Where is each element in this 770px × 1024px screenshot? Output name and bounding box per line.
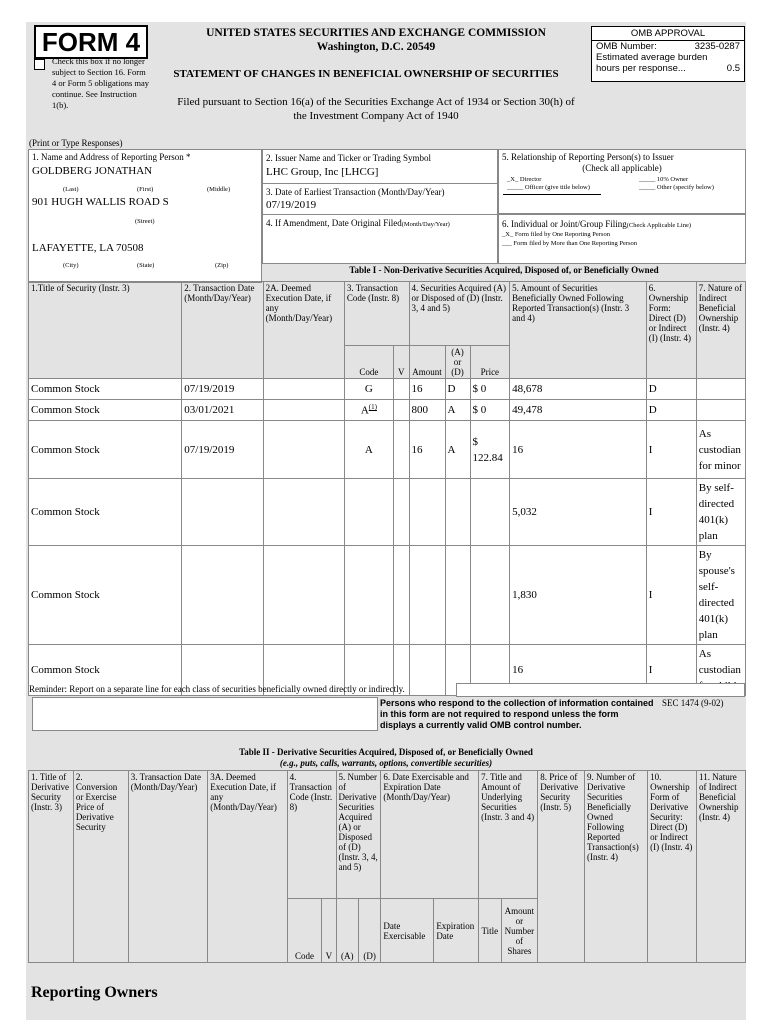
table-non-derivative — [28, 281, 746, 696]
t1-cell-deemed — [263, 421, 344, 479]
t1-h-title: 1.Title of Security (Instr. 3) — [29, 282, 182, 379]
t1-value-title: Common Stock — [31, 443, 100, 456]
t1-value-title: Common Stock — [31, 404, 100, 416]
t1-cell-form — [646, 479, 696, 546]
filed-pursuant — [136, 95, 616, 123]
issuer-name[interactable]: LHC Group, Inc [LHCG] — [266, 166, 379, 178]
agency-header — [186, 26, 566, 54]
t2-sub-title: Title — [479, 899, 501, 963]
t1-value-ad: A — [447, 404, 456, 416]
omb-number-value: 3235-0287 — [694, 41, 740, 52]
t1-value-amount: 16 — [411, 383, 423, 395]
table1-title: Table I - Non-Derivative Securities Acquired, Disposed of, or Beneficially Owned — [349, 265, 659, 275]
box6-label-text: 6. Individual or Joint/Group Filing — [502, 219, 627, 229]
table-row — [29, 479, 746, 546]
t1-value-title: Common Stock — [31, 383, 100, 395]
box4-label-text: 4. If Amendment, Date Original Filed — [266, 218, 402, 228]
t1-value-form: I — [648, 506, 653, 518]
box4-label — [266, 218, 450, 228]
t1-value-owned: 16 — [512, 443, 524, 456]
t1-sub-v: V — [393, 346, 409, 379]
box3-label: 3. Date of Earliest Transaction (Month/Day/Year) — [266, 187, 445, 197]
t1-sub-price: Price — [470, 346, 510, 379]
t1-cell-date — [182, 546, 263, 645]
t1-value-code: G — [364, 383, 373, 395]
t1-cell-ad — [445, 421, 470, 479]
t1-h-code: 3. Transaction Code (Instr. 8) — [344, 282, 409, 346]
t1-cell-v — [393, 546, 409, 645]
t1-cell-v — [393, 379, 409, 400]
t1-cell-v — [393, 421, 409, 479]
t1-cell-owned — [510, 479, 647, 546]
t1-cell-amount — [409, 479, 445, 546]
t1-value-amount: 16 — [411, 443, 423, 456]
middle-label: (Middle) — [207, 186, 231, 193]
table2-title — [176, 747, 596, 769]
t1-cell-deemed — [263, 400, 344, 421]
t1-h-deemed: 2A. Deemed Execution Date, if any (Month/Day/Year) — [263, 282, 344, 379]
zip-label: (Zip) — [215, 262, 229, 269]
t1-cell-nature — [696, 479, 745, 546]
t1-cell-ad — [445, 400, 470, 421]
t1-value-owned: 16 — [512, 664, 524, 676]
t1-cell-form — [646, 546, 696, 645]
print-type-note: (Print or Type Responses) — [29, 138, 123, 148]
table2-title-text: Table II - Derivative Securities Acquired, Disposed of, or Beneficially Owned — [239, 747, 533, 757]
t1-cell-ad — [445, 479, 470, 546]
t1-cell-owned — [510, 379, 647, 400]
table-row — [29, 400, 746, 421]
check-note: Check this box if no longer subject to Section 16. Form 4 or Form 5 obligations may continue. See Instruction 1(b). — [52, 56, 150, 110]
t1-value-form: I — [648, 664, 653, 676]
box6-label — [502, 219, 691, 229]
t1-value-code: A — [364, 443, 373, 456]
t1-cell-v — [393, 479, 409, 546]
omb-title: OMB APPROVAL — [592, 27, 744, 41]
reminder-box — [456, 683, 745, 697]
t1-cell-ad — [445, 379, 470, 400]
filed-line-1: Filed pursuant to Section 16(a) of the Securities Exchange Act of 1934 or Section 30(h) of — [177, 96, 575, 108]
t1-cell-title — [29, 421, 182, 479]
multiple-persons-option[interactable]: ___ Form filed by More than One Reporting Person — [502, 240, 638, 247]
t1-value-form: D — [648, 383, 657, 395]
t1-sub-aord: (A) or (D) — [445, 346, 470, 379]
t2-h-date: 3. Transaction Date (Month/Day/Year) — [128, 771, 207, 963]
t1-value-price: $ 0 — [472, 404, 487, 416]
t2-sub-amount: Amount or Number of Shares — [501, 899, 538, 963]
t1-value-code: A — [360, 404, 369, 417]
t1-value-date: 07/19/2019 — [184, 383, 235, 395]
t1-value-nature: As custodian for minor — [698, 427, 741, 472]
t1-cell-price — [470, 421, 510, 479]
omb-hours-label: hours per response... — [596, 63, 686, 74]
t1-cell-owned — [510, 421, 647, 479]
omb-approval-box — [591, 26, 745, 82]
t1-value-price: $ 122.84 — [472, 435, 503, 464]
box-reporting-person — [28, 149, 262, 283]
t2-h-exercisable: 6. Date Exercisable and Expiration Date (Month/Day/Year) — [381, 771, 479, 899]
no-longer-subject-checkbox[interactable] — [34, 59, 45, 70]
t1-cell-amount — [409, 645, 445, 696]
t1-sub-code: Code — [344, 346, 393, 379]
t1-cell-date — [182, 479, 263, 546]
t1-cell-owned — [510, 546, 647, 645]
t1-cell-price — [470, 379, 510, 400]
box1-label: 1. Name and Address of Reporting Person * — [32, 152, 191, 162]
box4-sub: (Month/Day/Year) — [401, 221, 450, 228]
t1-h-form: 6. Ownership Form: Direct (D) or Indirect (I) (Instr. 4) — [646, 282, 696, 379]
box-filing — [498, 214, 746, 264]
t1-value-form: I — [648, 589, 653, 601]
t1-h-owned: 5. Amount of Securities Beneficially Owned Following Reported Transaction(s) (Instr. 3 and 4) — [510, 282, 647, 379]
first-label: (First) — [137, 186, 154, 193]
box6-sub: (Check Applicable Line) — [626, 222, 692, 229]
t1-cell-nature — [696, 421, 745, 479]
t1-cell-title — [29, 546, 182, 645]
t1-h-date: 2. Transaction Date (Month/Day/Year) — [182, 282, 263, 379]
table-row — [29, 546, 746, 645]
t1-cell-price — [470, 479, 510, 546]
t1-cell-nature — [696, 379, 745, 400]
t2-h-nature: 11. Nature of Indirect Beneficial Ownership (Instr. 4) — [697, 771, 746, 963]
t1-cell-amount — [409, 421, 445, 479]
table-row — [29, 379, 746, 400]
t1-cell-code — [344, 479, 393, 546]
t2-h-underlying: 7. Title and Amount of Underlying Securities (Instr. 3 and 4) — [479, 771, 538, 899]
t1-sub-amount: Amount — [409, 346, 445, 379]
t2-sub-expiration: Expiration Date — [434, 899, 479, 963]
box-earliest-transaction — [262, 183, 498, 215]
t1-cell-amount — [409, 400, 445, 421]
t1-value-date: 03/01/2021 — [184, 404, 235, 416]
officer-option[interactable]: _____ Officer (give title below) — [507, 184, 590, 191]
street-address[interactable]: 901 HUGH WALLIS ROAD S — [32, 196, 169, 208]
box5-sub: (Check all applicable) — [582, 163, 662, 173]
t2-sub-code: Code — [287, 899, 322, 963]
t1-cell-title — [29, 379, 182, 400]
t1-cell-deemed — [263, 546, 344, 645]
t2-sub-d: (D) — [358, 899, 380, 963]
t2-h-deemed: 3A. Deemed Execution Date, if any (Month/Day/Year) — [208, 771, 287, 963]
t1-cell-code — [344, 421, 393, 479]
t2-h-price: 8. Price of Derivative Security (Instr. 5) — [538, 771, 585, 963]
t2-sub-date-exercisable: Date Exercisable — [381, 899, 434, 963]
t1-value-owned: 48,678 — [512, 383, 543, 395]
t1-value-title: Common Stock — [31, 589, 100, 601]
form-page — [26, 22, 746, 1020]
t1-value-nature: By self-directed 401(k) plan — [698, 482, 735, 542]
t1-value-owned: 5,032 — [512, 506, 537, 518]
t2-h-owned: 9. Number of Derivative Securities Beneficially Owned Following Reported Transaction(s) (Instr. 4) — [585, 771, 648, 963]
t2-h-form: 10. Ownership Form of Derivative Security: Direct (D) or Indirect (I) (Instr. 4) — [648, 771, 697, 963]
last-label: (Last) — [63, 186, 79, 193]
state-label: (State) — [137, 262, 155, 269]
agency-address: Washington, D.C. 20549 — [316, 41, 436, 53]
t1-cell-date — [182, 400, 263, 421]
t1-cell-nature — [696, 546, 745, 645]
statement-title: STATEMENT OF CHANGES IN BENEFICIAL OWNERSHIP OF SECURITIES — [173, 68, 559, 80]
reminder-text: Reminder: Report on a separate line for each class of securities beneficially owned directly or indirectly. — [29, 684, 405, 694]
t2-sub-v: V — [322, 899, 336, 963]
omb-number-label: OMB Number: — [596, 41, 657, 52]
footnote-link[interactable]: (1) — [368, 403, 377, 412]
agency-name: UNITED STATES SECURITIES AND EXCHANGE COMMISSION — [206, 27, 546, 39]
t1-cell-code — [344, 400, 393, 421]
t1-value-title: Common Stock — [31, 664, 100, 676]
t1-cell-ad — [445, 546, 470, 645]
t1-cell-v — [393, 400, 409, 421]
t1-value-owned: 1,830 — [512, 589, 537, 601]
city-state-zip[interactable]: LAFAYETTE, LA 70508 — [32, 242, 144, 254]
t1-value-form: I — [648, 443, 653, 456]
city-label: (City) — [63, 262, 79, 269]
t1-cell-form — [646, 379, 696, 400]
t2-h-code: 4. Transaction Code (Instr. 8) — [287, 771, 336, 899]
t1-cell-form — [646, 421, 696, 479]
t1-cell-date — [182, 379, 263, 400]
box2-label: 2. Issuer Name and Ticker or Trading Symbol — [266, 153, 431, 163]
sec-code: SEC 1474 (9-02) — [662, 698, 724, 708]
t1-h-nature: 7. Nature of Indirect Beneficial Ownership (Instr. 4) — [696, 282, 745, 379]
t1-value-form: D — [648, 404, 657, 416]
t1-value-ad: A — [447, 443, 456, 456]
t1-cell-amount — [409, 546, 445, 645]
t1-cell-title — [29, 479, 182, 546]
persons-notice: Persons who respond to the collection of information contained in this form are not required to respond unless the form displays a currently valid OMB control number. — [380, 698, 654, 730]
t1-cell-title — [29, 400, 182, 421]
box-amendment — [262, 214, 498, 264]
t2-h-conversion: 2. Conversion or Exercise Price of Derivative Security — [73, 771, 128, 963]
t2-sub-a: (A) — [336, 899, 358, 963]
t1-cell-nature — [696, 400, 745, 421]
t1-cell-code — [344, 379, 393, 400]
t1-cell-amount — [409, 379, 445, 400]
t1-value-ad: D — [447, 383, 456, 395]
one-person-option[interactable]: _X_ Form filed by One Reporting Person — [502, 231, 610, 238]
omb-hours-value: 0.5 — [726, 63, 740, 74]
t2-h-number: 5. Number of Derivative Securities Acquired (A) or Disposed of (D) (Instr. 3, 4, and 5) — [336, 771, 381, 899]
t1-value-owned: 49,478 — [512, 404, 543, 416]
t1-value-title: Common Stock — [31, 506, 100, 518]
t1-cell-form — [646, 400, 696, 421]
reporting-owners-heading: Reporting Owners — [31, 984, 158, 1001]
t1-h-acquired: 4. Securities Acquired (A) or Disposed of (D) (Instr. 3, 4 and 5) — [409, 282, 510, 346]
t1-cell-deemed — [263, 379, 344, 400]
notice-blank-box — [32, 697, 378, 731]
other-option[interactable]: _____ Other (specify below) — [639, 184, 714, 191]
t1-cell-owned — [510, 400, 647, 421]
t1-cell-price — [470, 400, 510, 421]
box-relationship — [498, 149, 746, 214]
t1-cell-code — [344, 546, 393, 645]
table2-subtitle: (e.g., puts, calls, warrants, options, convertible securities) — [279, 758, 493, 768]
table-row — [29, 421, 746, 479]
omb-burden: Estimated average burden — [596, 52, 708, 63]
director-option[interactable]: _X_ Director — [507, 176, 542, 183]
officer-title-line — [503, 194, 601, 195]
reporting-person-name[interactable]: GOLDBERG JONATHAN — [32, 165, 153, 177]
t1-cell-price — [470, 546, 510, 645]
t1-cell-date — [182, 421, 263, 479]
box-issuer — [262, 149, 498, 184]
table-derivative — [28, 770, 746, 963]
form-title: FORM 4 — [34, 25, 148, 59]
ten-percent-owner-option[interactable]: _____ 10% Owner — [639, 176, 689, 183]
t1-value-nature: As custodian — [698, 648, 741, 676]
box5-label: 5. Relationship of Reporting Person(s) to Issuer — [502, 152, 674, 162]
street-label: (Street) — [135, 218, 155, 225]
t1-value-amount: 800 — [411, 404, 429, 416]
t1-cell-deemed — [263, 479, 344, 546]
t2-h-title: 1. Title of Derivative Security (Instr. 3) — [29, 771, 74, 963]
t1-value-date: 07/19/2019 — [184, 443, 235, 456]
t1-value-nature: By spouse's self-directed 401(k) plan — [698, 549, 735, 641]
earliest-transaction-date[interactable]: 07/19/2019 — [266, 199, 317, 211]
t1-value-price: $ 0 — [472, 383, 487, 395]
filed-line-2: the Investment Company Act of 1940 — [293, 110, 459, 122]
